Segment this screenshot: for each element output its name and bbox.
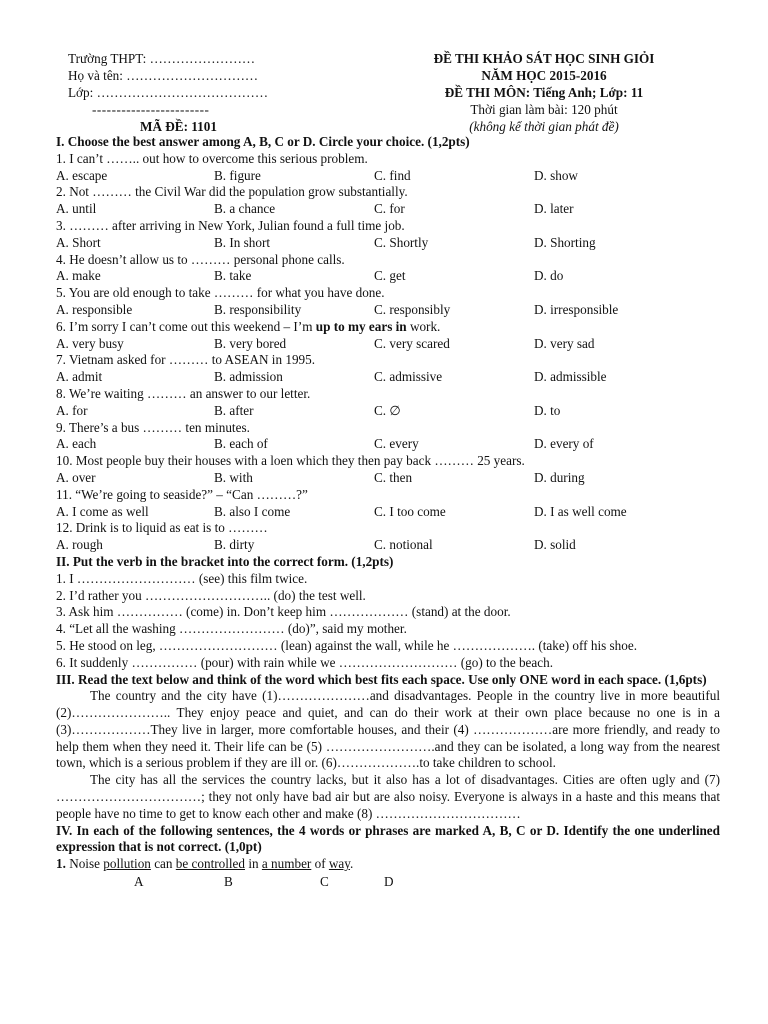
exam-code: MÃ ĐỀ: 1101 — [140, 119, 217, 134]
question-stem: 2. Not ……… the Civil War did the population grow substantially. — [56, 184, 408, 200]
option-c[interactable]: C. very scared — [374, 335, 450, 351]
student-info — [56, 50, 386, 135]
option-c[interactable]: C. Shortly — [374, 234, 429, 250]
exam-page — [56, 50, 720, 890]
answer-options — [56, 201, 720, 218]
school-field: Trường THPT: …………………… — [68, 51, 256, 66]
option-a[interactable]: A. make — [56, 268, 101, 284]
underlined-c[interactable]: a number — [261, 856, 312, 872]
underlined-d[interactable]: way — [328, 856, 351, 872]
stem-text: 6. I’m sorry I can’t come out this weekend – I’m — [56, 318, 316, 334]
option-d[interactable]: D. later — [534, 201, 574, 217]
option-b[interactable]: B. figure — [214, 167, 261, 183]
exam-header — [56, 50, 720, 134]
answer-options — [56, 436, 720, 453]
divider: ------------------------ — [92, 102, 210, 117]
error-sentence — [56, 856, 720, 873]
cloze-paragraph-1: The country and the city have (1)…………………and disadvantages. People in the country live in more beautiful (2)………………….. They enjoy peace and quiet, and can do their work at their own place because no one is in a (3)………………They live in larger, more comfortable houses, and their (4) ………………are more friendly, and ready to help them when they need it. Their life can be (5) …………………….and they can be isolated, a long way from the nearest town, which is a serious problem if they are ill or. (6)……………….to take children to school. — [56, 688, 720, 771]
letter-d: D — [384, 874, 394, 890]
question-stem: 5. You are old enough to take ……… for what you have done. — [56, 285, 385, 301]
answer-options — [56, 235, 720, 252]
option-c[interactable]: C. notional — [374, 537, 433, 553]
option-b[interactable]: B. admission — [214, 369, 283, 385]
option-c[interactable]: C. get — [374, 268, 406, 284]
question-number: 1. — [56, 856, 66, 872]
option-a[interactable]: A. I come as well — [56, 503, 149, 519]
sentence-text: of — [311, 856, 329, 872]
letter-c: C — [320, 874, 329, 890]
question-stem: 1. I can’t …….. out how to overcome this serious problem. — [56, 150, 368, 166]
underline-letters — [56, 873, 720, 890]
option-b[interactable]: B. responsibility — [214, 301, 302, 317]
option-d[interactable]: D. solid — [534, 537, 576, 553]
option-a[interactable]: A. escape — [56, 167, 108, 183]
answer-options — [56, 268, 720, 285]
verb-item: 1. I ……………………… (see) this film twice. — [56, 570, 308, 586]
answer-options — [56, 504, 720, 521]
option-c[interactable]: C. then — [374, 469, 413, 485]
answer-options — [56, 403, 720, 420]
section-1 — [56, 134, 720, 554]
option-a[interactable]: A. until — [56, 201, 97, 217]
stem-text: work. — [406, 318, 441, 334]
option-c[interactable]: C. for — [374, 201, 405, 217]
verb-item: 3. Ask him …………… (come) in. Don’t keep him ……………… (stand) at the door. — [56, 604, 511, 620]
verb-item: 2. I’d rather you ……………………….. (do) the test well. — [56, 587, 366, 603]
verb-item: 6. It suddenly …………… (pour) with rain while we ……………………… (go) to the beach. — [56, 654, 554, 670]
sentence-text: can — [150, 856, 176, 872]
option-c[interactable]: C. admissive — [374, 369, 443, 385]
option-b[interactable]: B. with — [214, 469, 253, 485]
sentence-text: Noise — [65, 856, 104, 872]
sentence-text: in — [245, 856, 262, 872]
option-d[interactable]: D. I as well come — [534, 503, 627, 519]
exam-subject: ĐỀ THI MÔN: Tiếng Anh; Lớp: 11 — [444, 85, 644, 100]
option-c[interactable]: C. every — [374, 436, 419, 452]
answer-options — [56, 336, 720, 353]
answer-options — [56, 302, 720, 319]
exam-title-block — [374, 50, 714, 135]
answer-options — [56, 537, 720, 554]
section-3-title: III. Read the text below and think of the word which best fits each space. Use only ONE word in each space. (1,6pts) — [56, 671, 707, 687]
question-stem: 4. He doesn’t allow us to ……… personal phone calls. — [56, 251, 345, 267]
section-3 — [56, 672, 720, 823]
name-field: Họ và tên: ………………………… — [68, 68, 259, 83]
option-d[interactable]: D. Shorting — [534, 234, 596, 250]
question-stem: 8. We’re waiting ……… an answer to our letter. — [56, 385, 311, 401]
underlined-a[interactable]: pollution — [103, 856, 151, 872]
verb-item: 5. He stood on leg, ……………………… (lean) against the wall, while he ………………. (take) off his shoe. — [56, 637, 638, 653]
class-field: Lớp: ………………………………… — [68, 85, 269, 100]
answer-options — [56, 369, 720, 386]
idiom-highlight: up to my ears in — [315, 318, 407, 334]
underlined-b[interactable]: be controlled — [175, 856, 246, 872]
section-2-title: II. Put the verb in the bracket into the correct form. (1,2pts) — [56, 553, 394, 569]
option-a[interactable]: A. very busy — [56, 335, 124, 351]
option-d[interactable]: D. very sad — [534, 335, 595, 351]
option-c[interactable]: C. find — [374, 167, 411, 183]
cloze-paragraph-2: The city has all the services the country lacks, but it also has a lot of disadvantages. Cities are often ugly and (7) ……………………………; they not only have bad air but are also noisy. Everyone is always in a haste and this means that people have no time to get to know each other and make (8) …………………………… — [56, 772, 720, 821]
question-stem: 7. Vietnam asked for ……… to ASEAN in 1995. — [56, 352, 316, 368]
section-2 — [56, 554, 720, 672]
answer-options — [56, 168, 720, 185]
section-1-title: I. Choose the best answer among A, B, C or D. Circle your choice. (1,2pts) — [56, 134, 470, 149]
section-4-title: IV. In each of the following sentences, the 4 words or phrases are marked A, B, C or D. Identify the one underlined expression that is not correct. (1,0pt) — [56, 822, 720, 855]
question-stem: 10. Most people buy their houses with a loen which they then pay back ……… 25 years. — [56, 453, 525, 469]
option-a[interactable]: A. for — [56, 402, 88, 418]
option-d[interactable]: D. show — [534, 167, 578, 183]
letter-a: A — [134, 874, 144, 890]
option-b[interactable]: B. also I come — [214, 503, 291, 519]
question-stem: 9. There’s a bus ……… ten minutes. — [56, 419, 250, 435]
question-stem: 3. ……… after arriving in New York, Julian found a full time job. — [56, 217, 405, 233]
option-d[interactable]: D. do — [534, 268, 564, 284]
option-c[interactable]: C. responsibly — [374, 301, 451, 317]
option-a[interactable]: A. each — [56, 436, 97, 452]
option-d[interactable]: D. irresponsible — [534, 301, 619, 317]
exam-time: Thời gian làm bài: 120 phút — [470, 102, 618, 117]
option-c[interactable]: C. ∅ — [374, 402, 401, 418]
option-b[interactable]: B. take — [214, 268, 252, 284]
question-stem — [56, 319, 720, 336]
option-d[interactable]: D. to — [534, 402, 561, 418]
option-d[interactable]: D. during — [534, 469, 585, 485]
option-a[interactable]: A. rough — [56, 537, 103, 553]
option-c[interactable]: C. I too come — [374, 503, 446, 519]
option-a[interactable]: A. Short — [56, 234, 101, 250]
option-b[interactable]: B. each of — [214, 436, 268, 452]
verb-item: 4. “Let all the washing …………………… (do)”, said my mother. — [56, 621, 407, 637]
school-year: NĂM HỌC 2015-2016 — [481, 68, 607, 83]
option-a[interactable]: A. over — [56, 469, 96, 485]
sentence-text: . — [350, 856, 354, 872]
option-a[interactable]: A. admit — [56, 369, 103, 385]
exam-time-note: (không kể thời gian phát đề) — [469, 119, 619, 134]
option-b[interactable]: B. dirty — [214, 537, 255, 553]
option-b[interactable]: B. very bored — [214, 335, 287, 351]
option-d[interactable]: D. every of — [534, 436, 594, 452]
section-4 — [56, 823, 720, 890]
question-stem: 12. Drink is to liquid as eat is to ……… — [56, 520, 268, 536]
answer-options — [56, 470, 720, 487]
option-a[interactable]: A. responsible — [56, 301, 133, 317]
question-stem: 11. “We’re going to seaside?” – “Can ………?” — [56, 486, 308, 502]
option-b[interactable]: B. In short — [214, 234, 271, 250]
letter-b: B — [224, 874, 233, 890]
option-d[interactable]: D. admissible — [534, 369, 607, 385]
exam-title: ĐỀ THI KHẢO SÁT HỌC SINH GIỎI — [433, 51, 655, 66]
option-b[interactable]: B. after — [214, 402, 254, 418]
option-b[interactable]: B. a chance — [214, 201, 276, 217]
